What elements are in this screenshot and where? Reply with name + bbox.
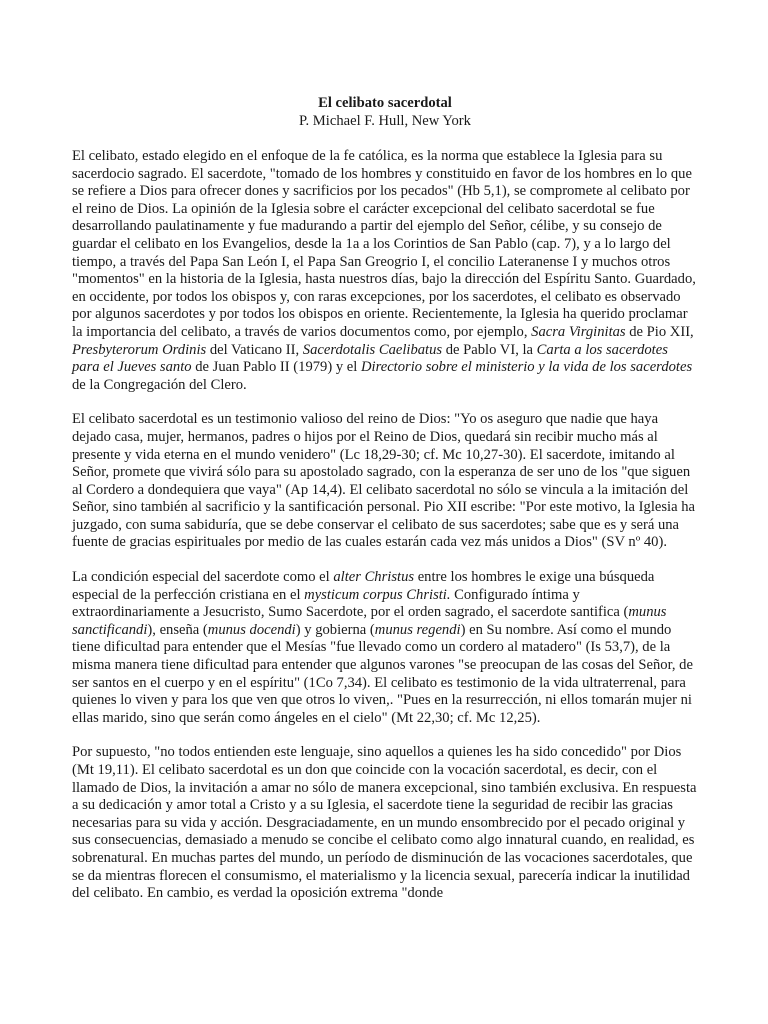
italic-text-run: alter Christus bbox=[333, 569, 415, 586]
document-body bbox=[72, 148, 698, 903]
paragraph bbox=[72, 148, 698, 394]
text-run: de Juan Pablo II (1979) y el bbox=[191, 359, 361, 376]
italic-text-run: Directorio sobre el ministerio y la vida de los sacerdotes bbox=[360, 359, 693, 376]
italic-text-run: munus regendi bbox=[374, 621, 461, 638]
text-run: de Pio XII, bbox=[625, 323, 694, 340]
text-run: del Vaticano II, bbox=[206, 341, 303, 358]
paragraph bbox=[72, 411, 698, 552]
document-title: El celibato sacerdotal bbox=[318, 95, 452, 111]
italic-text-run: mysticum corpus Christi. bbox=[304, 586, 451, 603]
text-run: El celibato sacerdotal es un testimonio valioso del reino de Dios: "Yo os aseguro que nadie que haya dejado casa, mujer, hermanos, padres o hijos por el Reino de Dios, quedará sin recibir mucho más al presente y vida eterna en el mundo venidero" (Lc 18,29-30; cf. Mc 10,27-30). El sacerdote, imitando al Señor, promete que vivirá sólo para su apostolado sagrado, con la esperanza de ser uno de los "que siguen al Cordero a dondequiera que vaya" (Ap 14,4). El celibato sacerdotal no sólo se vincula a la imitación del Señor, sino también al sacrificio y la santificación personal. Pio XII escribe: "Por este motivo, la Iglesia ha juzgado, con suma sabiduría, que se debe conservar el celibato de sus sacerdotes; sabe que es y será una fuente de gracias espirituales por medio de las cuales estarán cada vez más unidos a Dios" (SV nº 40). bbox=[72, 411, 695, 551]
text-run: ), enseña ( bbox=[147, 621, 208, 638]
italic-text-run: Sacra Virginitas bbox=[531, 323, 626, 340]
paragraph bbox=[72, 569, 698, 727]
text-run: La condición especial del sacerdote como el bbox=[72, 569, 334, 586]
text-run: Por supuesto, "no todos entienden este lenguaje, sino aquellos a quienes les ha sido concedido" por Dios (Mt 19,11). El celibato sacerdotal es un don que coincide con la vocación sacerdotal, es decir, con el llamado de Dios, la invitación a amar no sólo de manera excepcional, sino también exclusiva. En respuesta a su dedicación y amor total a Cristo y a su Iglesia, el sacerdote tiene la seguridad de recibir las gracias necesarias para su vida y acción. Desgraciadamente, en un mundo ensombrecido por el pecado original y sus consecuencias, demasiado a menudo se concibe el celibato como algo innatural cuando, en realidad, es sobrenatural. En muchas partes del mundo, un período de disminución de las vocaciones sacerdotales, que se da mientras florecen el consumismo, el materialismo y la licencia sexual, parecería indicar la inutilidad del celibato. En cambio, es verdad la oposición extrema "donde bbox=[72, 744, 697, 902]
text-run: El celibato, estado elegido en el enfoque de la fe católica, es la norma que establece la Iglesia para su sacerdocio sagrado. El sacerdote, "tomado de los hombres y constituido en favor de los hombres en lo que se refiere a Dios para ofrecer dones y sacrificios por los pecados" (Hb 5,1), se compromete al celibato por el reino de Dios. La opinión de la Iglesia sobre el carácter excepcional del celibato sacerdotal se fue desarrollando paulatinamente y fue madurando a partir del ejemplo del Señor, célibe, y su consejo de guardar el celibato en los Evangelios, desde la 1a a los Corintios de San Pablo (cap. 7), y a lo largo del tiempo, a través del Papa San León I, el Papa San Greogrio I, el concilio Lateranense I y muchos otros "momentos" en la historia de la Iglesia, hasta nuestros días, bajo la dirección del Espíritu Santo. Guardado, en occidente, por todos los obispos y, con raras excepciones, por los sacerdotes, el celibato es observado por algunos sacerdotes y por todos los obispos en oriente. Recientemente, la Iglesia ha querido proclamar la importancia del celibato, a través de varios documentos como, por ejemplo, bbox=[72, 148, 696, 340]
paragraph bbox=[72, 744, 698, 902]
italic-text-run: Sacerdotalis Caelibatus bbox=[302, 341, 443, 358]
text-run: de Pablo VI, la bbox=[442, 341, 537, 358]
text-run: Configurado íntima y extraordinariamente a Jesucristo, Sumo Sacerdote, por el orden sagrado, el sacerdote santifica ( bbox=[72, 586, 629, 621]
text-run: ) y gobierna ( bbox=[295, 621, 375, 638]
document-author: P. Michael F. Hull, New York bbox=[299, 113, 471, 129]
italic-text-run: munus sanctificandi bbox=[72, 604, 667, 638]
text-run: de la Congregación del Clero. bbox=[72, 376, 247, 393]
italic-text-run: Carta a los sacerdotes para el Jueves santo bbox=[72, 341, 668, 376]
italic-text-run: Presbyterorum Ordinis bbox=[72, 341, 207, 358]
text-run: entre los hombres le exige una búsqueda especial de la perfección cristiana en el bbox=[72, 569, 655, 603]
italic-text-run: munus docendi bbox=[207, 621, 296, 638]
text-run: ) en Su nombre. Así como el mundo tiene dificultad para entender que el Mesías "fue llevado como un cordero al matadero" (Is 53,7), de la misma manera tiene dificultad para entender que algunos varones "se preocupan de las cosas del Señor, de ser santos en el cuerpo y en el espíritu" (1Co 7,34). El celibato es testimonio de la vida ultraterrenal, para quienes lo viven y para los que ven que otros lo viven,. "Pues en la resurrección, ni ellos tomarán mujer ni ellas marido, sino que serán como ángeles en el cielo" (Mt 22,30; cf. Mc 12,25). bbox=[72, 621, 693, 726]
